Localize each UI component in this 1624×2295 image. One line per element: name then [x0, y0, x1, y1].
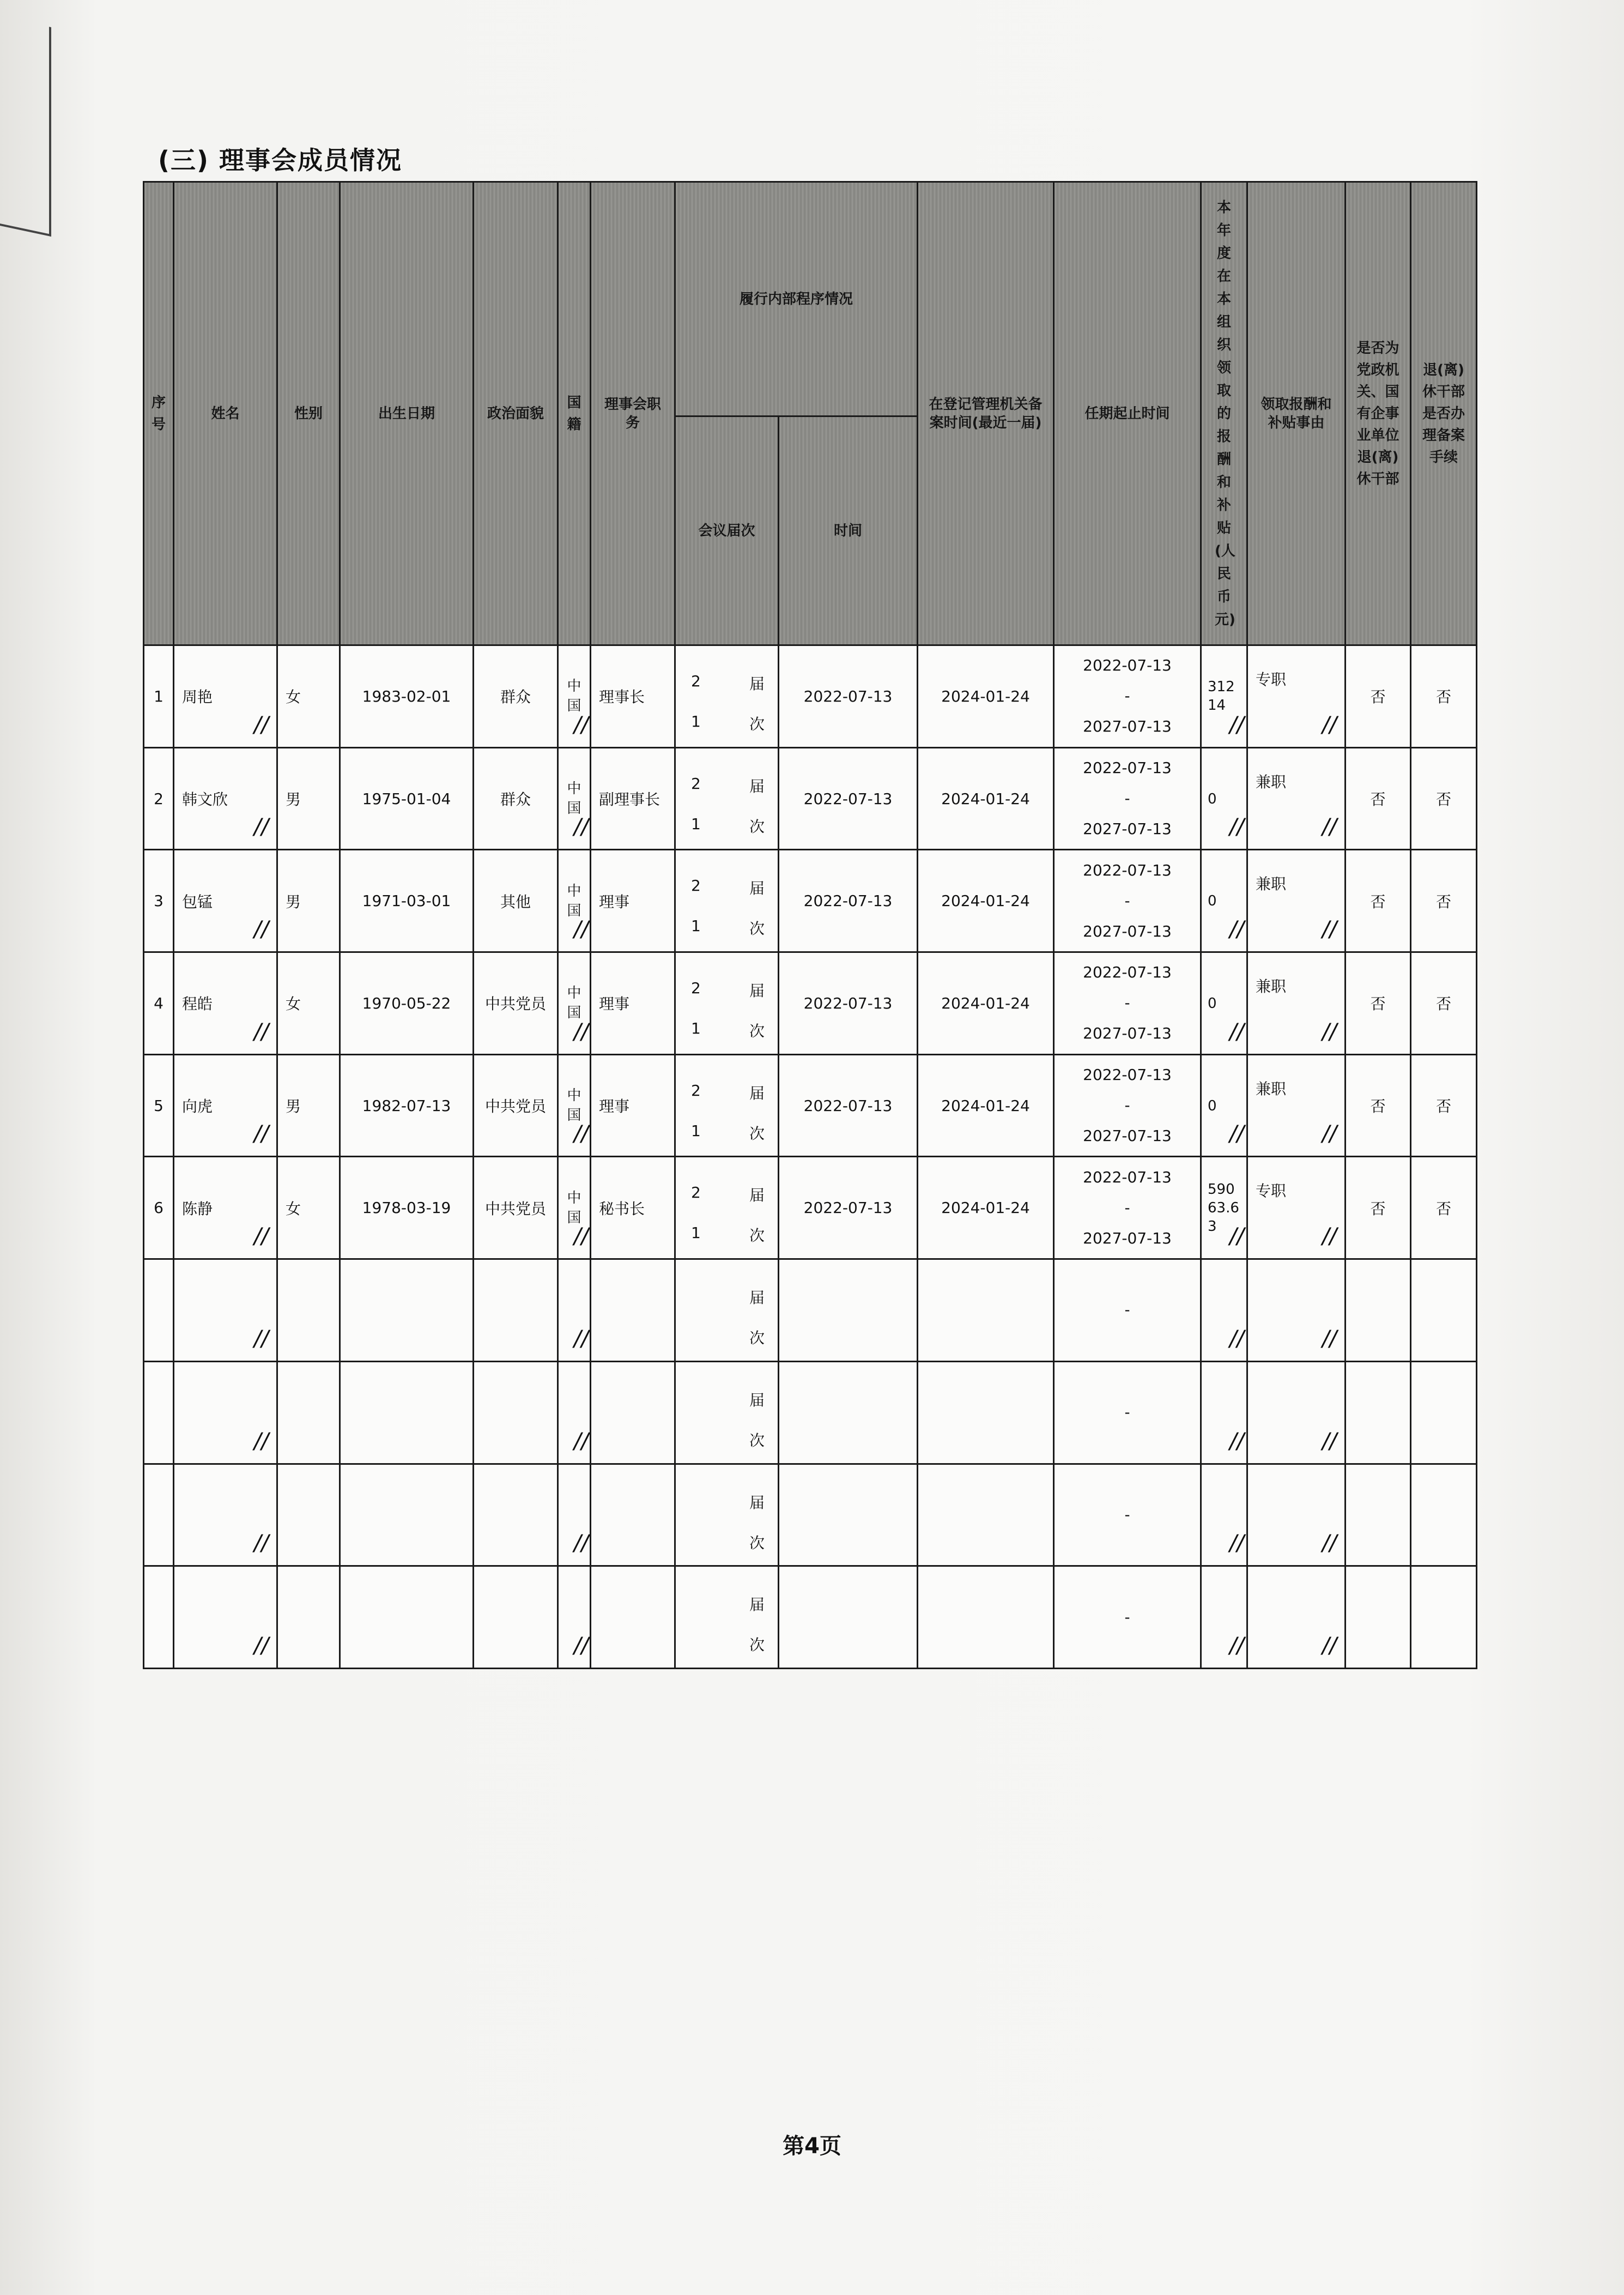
cell-meeting: 2 届 1 次	[675, 645, 779, 748]
slash-mark: //	[1229, 814, 1245, 840]
cell-filing: 2024-01-24	[918, 747, 1054, 850]
cell-political: 中共党员	[474, 1054, 558, 1157]
cell-birth: 1970-05-22	[340, 952, 474, 1055]
cell-time	[779, 1464, 918, 1566]
cell-retired-cadre	[1346, 1361, 1411, 1464]
slash-mark: //	[254, 1121, 269, 1147]
cell-nationality: 中国 //	[558, 645, 591, 748]
cell-political	[474, 1566, 558, 1669]
header-seq: 序号	[144, 182, 174, 645]
cell-filing	[918, 1566, 1054, 1669]
cell-name	[174, 1464, 277, 1566]
cell-time: 2022-07-13	[779, 952, 918, 1055]
table-row	[144, 850, 1477, 952]
cell-gender: 男	[277, 850, 340, 952]
cell-birth: 1978-03-19	[340, 1157, 474, 1259]
table-row	[144, 645, 1477, 748]
table-row	[144, 1566, 1477, 1669]
cell-political	[474, 1464, 558, 1566]
cell-seq	[144, 1566, 174, 1669]
cell-nationality	[558, 1361, 591, 1464]
cell-birth: 1982-07-13	[340, 1054, 474, 1157]
cell-name: 程皓 //	[174, 952, 277, 1055]
header-meeting: 会议届次	[675, 416, 779, 645]
cell-retired-proc: 否	[1411, 952, 1477, 1055]
header-retired-cadre: 是否为党政机关、国有企事业单位退(离)休干部	[1346, 182, 1411, 645]
cell-position: 理事长	[591, 645, 675, 748]
cell-pay: 0 //	[1201, 952, 1247, 1055]
cell-political: 群众	[474, 747, 558, 850]
cell-retired-proc: 否	[1411, 850, 1477, 952]
page-number: 第4页	[783, 2134, 841, 2159]
cell-term: 2022-07-13 - 2027-07-13	[1054, 850, 1201, 952]
cell-reason: 专职 //	[1247, 645, 1346, 748]
cell-pay: 0 //	[1201, 850, 1247, 952]
cell-position	[591, 1464, 675, 1566]
slash-mark: //	[1229, 712, 1245, 738]
cell-name: 周艳 //	[174, 645, 277, 748]
cell-position: 秘书长	[591, 1157, 675, 1259]
slash-mark: //	[574, 1326, 589, 1351]
slash-mark: //	[574, 712, 589, 738]
cell-seq	[144, 1259, 174, 1362]
cell-reason	[1247, 1259, 1346, 1362]
header-filing: 在登记管理机关备案时间(最近一届)	[918, 182, 1054, 645]
header-political: 政治面貌	[474, 182, 558, 645]
cell-birth: 1971-03-01	[340, 850, 474, 952]
cell-gender	[277, 1259, 340, 1362]
header-pay: 本年度在本组织领取的报酬和补贴(人民币元)	[1201, 182, 1247, 645]
cell-retired-cadre	[1346, 1259, 1411, 1362]
cell-filing: 2024-01-24	[918, 1157, 1054, 1259]
cell-retired-proc	[1411, 1259, 1477, 1362]
table-body	[144, 645, 1477, 1669]
cell-gender: 男	[277, 747, 340, 850]
cell-seq: 4	[144, 952, 174, 1055]
table-row	[144, 747, 1477, 850]
cell-time	[779, 1259, 918, 1362]
slash-mark: //	[1229, 1428, 1245, 1454]
cell-position: 副理事长	[591, 747, 675, 850]
cell-meeting: 届 次	[675, 1361, 779, 1464]
cell-seq: 5	[144, 1054, 174, 1157]
slash-mark: //	[1322, 1326, 1337, 1351]
cell-meeting: 2 届 1 次	[675, 1157, 779, 1259]
header-name: 姓名	[174, 182, 277, 645]
cell-pay	[1201, 1464, 1247, 1566]
cell-political: 中共党员	[474, 952, 558, 1055]
cell-gender: 男	[277, 1054, 340, 1157]
cell-filing	[918, 1361, 1054, 1464]
cell-filing: 2024-01-24	[918, 1054, 1054, 1157]
cell-meeting: 届 次	[675, 1464, 779, 1566]
cell-nationality: 中国 //	[558, 1054, 591, 1157]
cell-time: 2022-07-13	[779, 747, 918, 850]
cell-time	[779, 1566, 918, 1669]
table-row	[144, 1157, 1477, 1259]
cell-retired-cadre: 否	[1346, 850, 1411, 952]
cell-name: 韩文欣 //	[174, 747, 277, 850]
cell-retired-proc: 否	[1411, 645, 1477, 748]
slash-mark: //	[1229, 917, 1245, 943]
slash-mark: //	[1229, 1531, 1245, 1556]
cell-birth: 1983-02-01	[340, 645, 474, 748]
slash-mark: //	[1229, 1121, 1245, 1147]
cell-meeting: 届 次	[675, 1566, 779, 1669]
cell-nationality: 中国 //	[558, 952, 591, 1055]
cell-seq: 3	[144, 850, 174, 952]
cell-time: 2022-07-13	[779, 1157, 918, 1259]
cell-term: -	[1054, 1361, 1201, 1464]
slash-mark: //	[1322, 1531, 1337, 1556]
cell-retired-proc: 否	[1411, 1054, 1477, 1157]
cell-name: 陈静 //	[174, 1157, 277, 1259]
cell-pay: 31214 //	[1201, 645, 1247, 748]
slash-mark: //	[574, 814, 589, 840]
table-header	[144, 182, 1477, 645]
cell-reason: 专职 //	[1247, 1157, 1346, 1259]
slash-mark: //	[254, 1531, 269, 1556]
cell-reason	[1247, 1566, 1346, 1669]
cell-filing	[918, 1259, 1054, 1362]
cell-nationality	[558, 1566, 591, 1669]
slash-mark: //	[574, 1531, 589, 1556]
slash-mark: //	[1229, 1633, 1245, 1658]
slash-mark: //	[254, 712, 269, 738]
slash-mark: //	[1322, 917, 1337, 943]
slash-mark: //	[574, 1224, 589, 1249]
cell-political: 中共党员	[474, 1157, 558, 1259]
cell-filing: 2024-01-24	[918, 850, 1054, 952]
council-members-table-wrap	[143, 181, 1476, 1669]
cell-term: -	[1054, 1259, 1201, 1362]
cell-filing	[918, 1464, 1054, 1566]
cell-reason: 兼职 //	[1247, 850, 1346, 952]
cell-gender	[277, 1464, 340, 1566]
slash-mark: //	[574, 1121, 589, 1147]
cell-birth	[340, 1361, 474, 1464]
cell-name	[174, 1259, 277, 1362]
cell-seq	[144, 1361, 174, 1464]
slash-mark: //	[254, 917, 269, 943]
slash-mark: //	[574, 1633, 589, 1658]
header-term: 任期起止时间	[1054, 182, 1201, 645]
cell-pay: 0 //	[1201, 747, 1247, 850]
cell-reason: 兼职 //	[1247, 952, 1346, 1055]
cell-reason: 兼职 //	[1247, 1054, 1346, 1157]
cell-reason	[1247, 1361, 1346, 1464]
cell-seq: 6	[144, 1157, 174, 1259]
cell-term: -	[1054, 1464, 1201, 1566]
cell-gender	[277, 1566, 340, 1669]
slash-mark: //	[1322, 1121, 1337, 1147]
cell-nationality	[558, 1464, 591, 1566]
cell-nationality: 中国 //	[558, 1157, 591, 1259]
slash-mark: //	[254, 814, 269, 840]
table-row	[144, 952, 1477, 1055]
bleed-through-text	[1117, 117, 1130, 150]
cell-term: 2022-07-13 - 2027-07-13	[1054, 952, 1201, 1055]
cell-meeting: 2 届 1 次	[675, 747, 779, 850]
cell-position: 理事	[591, 850, 675, 952]
cell-time: 2022-07-13	[779, 1054, 918, 1157]
cell-gender: 女	[277, 952, 340, 1055]
slash-mark: //	[574, 917, 589, 943]
header-position: 理事会职务	[591, 182, 675, 645]
slash-mark: //	[1322, 1428, 1337, 1454]
cell-nationality: 中国 //	[558, 747, 591, 850]
slash-mark: //	[254, 1633, 269, 1658]
cell-retired-cadre: 否	[1346, 1054, 1411, 1157]
cell-nationality: 中国 //	[558, 850, 591, 952]
cell-term: 2022-07-13 - 2027-07-13	[1054, 747, 1201, 850]
cell-retired-cadre: 否	[1346, 747, 1411, 850]
cell-meeting: 2 届 1 次	[675, 952, 779, 1055]
cell-term: 2022-07-13 - 2027-07-13	[1054, 645, 1201, 748]
council-members-table	[143, 181, 1477, 1669]
cell-retired-cadre	[1346, 1464, 1411, 1566]
cell-reason	[1247, 1464, 1346, 1566]
cell-meeting: 2 届 1 次	[675, 1054, 779, 1157]
cell-name: 向虎 //	[174, 1054, 277, 1157]
cell-reason: 兼职 //	[1247, 747, 1346, 850]
slash-mark: //	[1322, 1019, 1337, 1044]
cell-meeting: 届 次	[675, 1259, 779, 1362]
header-gender: 性别	[277, 182, 340, 645]
cell-time	[779, 1361, 918, 1464]
cell-political: 群众	[474, 645, 558, 748]
header-retired-proc: 退(离)休干部是否办理备案手续	[1411, 182, 1477, 645]
cell-pay: 0 //	[1201, 1054, 1247, 1157]
table-row	[144, 1259, 1477, 1362]
cell-retired-cadre: 否	[1346, 645, 1411, 748]
slash-mark: //	[1322, 814, 1337, 840]
cell-pay: 59063.63 //	[1201, 1157, 1247, 1259]
slash-mark: //	[1229, 1326, 1245, 1351]
corner-fold-mark	[0, 16, 51, 237]
cell-gender	[277, 1361, 340, 1464]
cell-pay	[1201, 1566, 1247, 1669]
slash-mark: //	[1229, 1019, 1245, 1044]
cell-seq: 1	[144, 645, 174, 748]
header-reason: 领取报酬和补贴事由	[1247, 182, 1346, 645]
cell-name	[174, 1566, 277, 1669]
slash-mark: //	[254, 1019, 269, 1044]
header-birth: 出生日期	[340, 182, 474, 645]
cell-seq: 2	[144, 747, 174, 850]
cell-filing: 2024-01-24	[918, 645, 1054, 748]
cell-retired-proc	[1411, 1361, 1477, 1464]
slash-mark: //	[254, 1428, 269, 1454]
cell-term: 2022-07-13 - 2027-07-13	[1054, 1157, 1201, 1259]
cell-time: 2022-07-13	[779, 645, 918, 748]
cell-time: 2022-07-13	[779, 850, 918, 952]
cell-term: 2022-07-13 - 2027-07-13	[1054, 1054, 1201, 1157]
cell-name: 包锰 //	[174, 850, 277, 952]
cell-pay	[1201, 1361, 1247, 1464]
slash-mark: //	[1322, 712, 1337, 738]
header-nationality: 国籍	[558, 182, 591, 645]
cell-position: 理事	[591, 1054, 675, 1157]
cell-gender: 女	[277, 1157, 340, 1259]
cell-birth: 1975-01-04	[340, 747, 474, 850]
cell-retired-cadre: 否	[1346, 1157, 1411, 1259]
slash-mark: //	[574, 1019, 589, 1044]
section-title: (三) 理事会成员情况	[158, 146, 403, 175]
cell-birth	[340, 1566, 474, 1669]
slash-mark: //	[254, 1224, 269, 1249]
table-row	[144, 1361, 1477, 1464]
cell-retired-proc: 否	[1411, 747, 1477, 850]
cell-meeting: 2 届 1 次	[675, 850, 779, 952]
cell-nationality	[558, 1259, 591, 1362]
cell-position	[591, 1259, 675, 1362]
table-row	[144, 1464, 1477, 1566]
cell-retired-proc: 否	[1411, 1157, 1477, 1259]
cell-position	[591, 1566, 675, 1669]
cell-political	[474, 1259, 558, 1362]
slash-mark: //	[1322, 1633, 1337, 1658]
cell-position	[591, 1361, 675, 1464]
header-time: 时间	[779, 416, 918, 645]
cell-gender: 女	[277, 645, 340, 748]
header-procedure: 履行内部程序情况	[675, 182, 918, 416]
cell-seq	[144, 1464, 174, 1566]
cell-retired-proc	[1411, 1566, 1477, 1669]
slash-mark: //	[574, 1428, 589, 1454]
cell-retired-proc	[1411, 1464, 1477, 1566]
cell-retired-cadre: 否	[1346, 952, 1411, 1055]
cell-pay	[1201, 1259, 1247, 1362]
slash-mark: //	[1322, 1224, 1337, 1249]
cell-name	[174, 1361, 277, 1464]
cell-retired-cadre	[1346, 1566, 1411, 1669]
cell-birth	[340, 1464, 474, 1566]
cell-political	[474, 1361, 558, 1464]
cell-term: -	[1054, 1566, 1201, 1669]
slash-mark: //	[1229, 1224, 1245, 1249]
cell-political: 其他	[474, 850, 558, 952]
cell-birth	[340, 1259, 474, 1362]
table-row	[144, 1054, 1477, 1157]
slash-mark: //	[254, 1326, 269, 1351]
cell-position: 理事	[591, 952, 675, 1055]
cell-filing: 2024-01-24	[918, 952, 1054, 1055]
